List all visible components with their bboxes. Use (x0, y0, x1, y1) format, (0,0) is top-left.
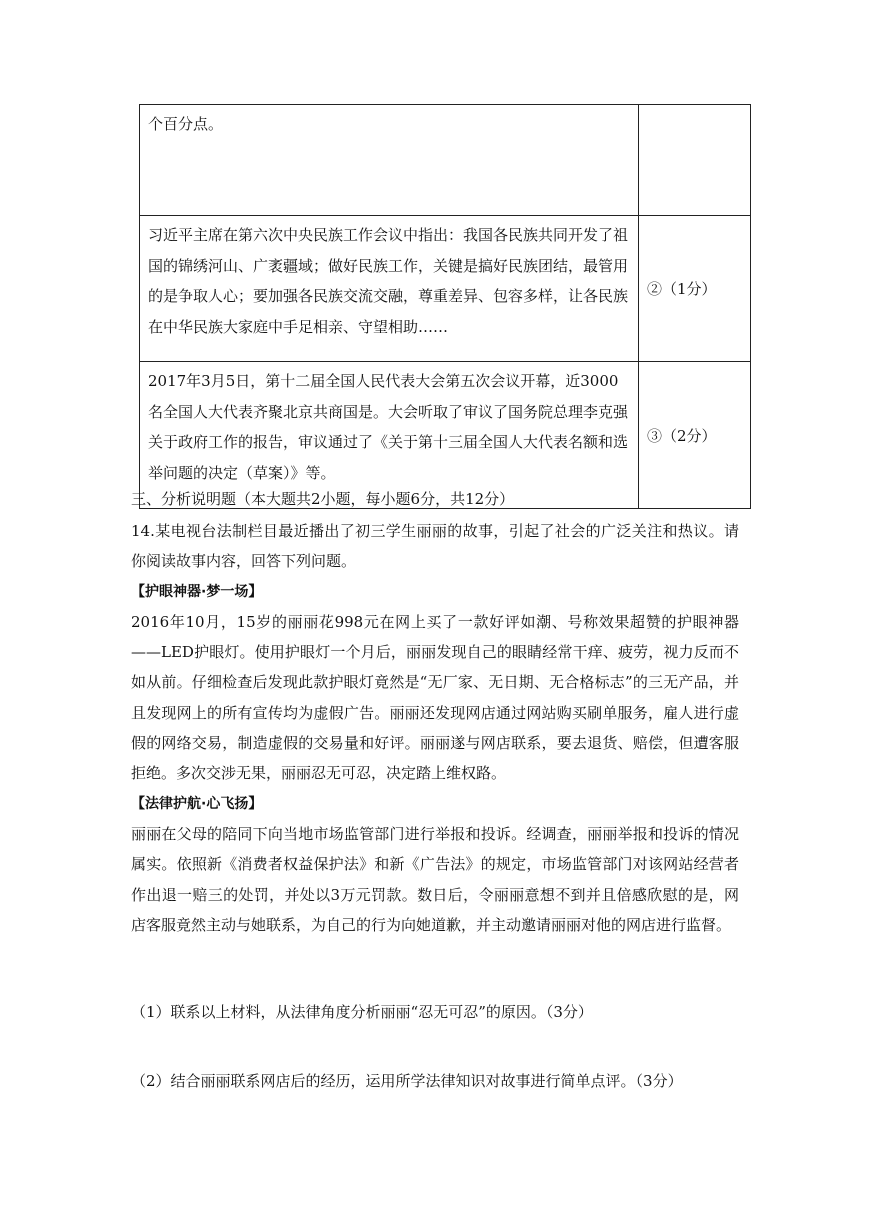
table-row (140, 105, 751, 216)
story-part2-text: 丽丽在父母的陪同下向当地市场监管部门进行举报和投诉。经调查，丽丽举报和投诉的情况属实。依照新《消费者权益保护法》和新《广告法》的规定，市场监管部门对该网站经营者作出退一赔三的处罚，并处以3万元罚款。数日后，令丽丽意想不到并且倍感欣慰的是，网店客服竟然主动与她联系，为自己的行为向她道歉，并主动邀请丽丽对他的网店进行监督。 (131, 824, 739, 934)
question-14 (131, 516, 739, 940)
table-cell-material: 习近平主席在第六次中央民族工作会议中指出：我国各民族共同开发了祖国的锦绣河山、广袤疆域；做好民族工作，关键是搞好民族团结，最管用的是争取人心；要加强各民族交流交融，尊重差异、包容多样，让各民族在中华民族大家庭中手足相亲、守望相助…… (140, 216, 639, 362)
table-cell-material: 个百分点。 (140, 105, 639, 216)
story-part1-text: 2016年10月，15岁的丽丽花998元在网上买了一款好评如潮、号称效果超赞的护眼神器——LED护眼灯。使用护眼灯一个月后，丽丽发现自己的眼睛经常干痒、疲劳，视力反而不如从前。仔细检查后发现此款护眼灯竟然是“无厂家、无日期、无合格标志”的三无产品，并且发现网上的所有宣传均为虚假广告。丽丽还发现网店通过网站购买刷单服务，雇人进行虚假的网络交易，制造虚假的交易量和好评。丽丽遂与网店联系，要去退货、赔偿，但遭客服拒绝。多次交涉无果，丽丽忍无可忍，决定踏上维权路。 (131, 612, 739, 783)
sub-question-2: （2）结合丽丽联系网店后的经历，运用所学法律知识对故事进行简单点评。（3分） (131, 1072, 683, 1090)
table-cell-material: 2017年3月5日，第十二届全国人民代表大会第五次会议开幕，近3000名全国人大代表齐聚北京共商国是。大会听取了审议了国务院总理李克强关于政府工作的报告，审议通过了《关于第十三届全国人大代表名额和选举问题的决定（草案）》等。 (140, 362, 639, 509)
table-row (140, 216, 751, 362)
sub-question-1: （1）联系以上材料，从法律角度分析丽丽“忍无可忍”的原因。（3分） (131, 1003, 593, 1021)
table-cell-score (639, 105, 751, 216)
table-cell-score: ③（2分） (639, 362, 751, 509)
material-table (139, 104, 751, 509)
table-cell-score: ②（1分） (639, 216, 751, 362)
story-part2-title: 【法律护航·心飞扬】 (131, 795, 263, 812)
section-heading: 三、分析说明题（本大题共2小题，每小题6分，共12分） (131, 490, 515, 508)
question-intro: 14.某电视台法制栏目最近播出了初三学生丽丽的故事，引起了社会的广泛关注和热议。请你阅读故事内容，回答下列问题。 (131, 522, 739, 571)
story-part1-title: 【护眼神器·梦一场】 (131, 583, 263, 600)
